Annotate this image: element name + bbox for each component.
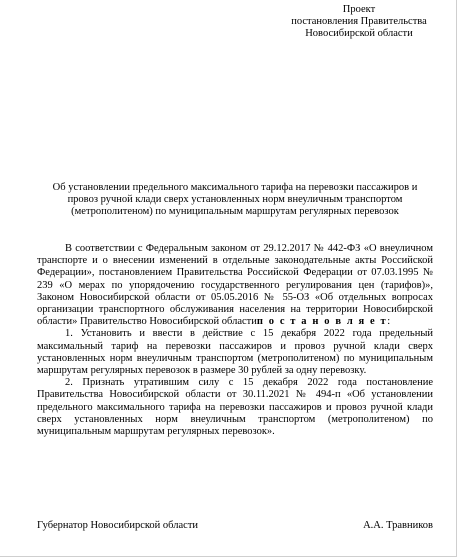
item-1-paragraph: 1. Установить и ввести в действие с 15 декабря 2022 года предельный максимальный тариф на перевозки пассажиров и провоз ручной клади сверх установленных норм внеуличным транспортом (метрополитеном) по муниципальным маршрутам регулярных перевозок в размере 30 рублей за одну перевозку. bbox=[37, 328, 433, 377]
signatory-name: А.А. Травников bbox=[363, 520, 433, 531]
header-line-draft: Проект bbox=[342, 4, 376, 15]
document-body bbox=[37, 243, 433, 438]
header-line-resolution: постановления Правительства bbox=[291, 16, 427, 28]
draft-header bbox=[284, 4, 434, 41]
title-line-3: (метрополитеном) по муниципальным маршрутам регулярных перевозок bbox=[71, 206, 399, 218]
resolve-colon: : bbox=[387, 316, 391, 328]
resolve-word: п о с т а н о в л я е т bbox=[256, 316, 388, 328]
header-line-region: Новосибирской области bbox=[305, 28, 413, 40]
document-title bbox=[40, 182, 430, 219]
item-2-paragraph: 2. Признать утратившим силу с 15 декабря 2022 года постановление Правительства Новосибирской области от 30.11.2021 № 494-п «Об установлении предельного максимального тарифа на перевозки пассажиров и провоз ручной клади сверх установленных норм внеуличным транспортом (метрополитеном) по муниципальным маршрутам регулярных перевозок». bbox=[37, 377, 433, 438]
preamble-paragraph bbox=[37, 243, 433, 328]
signatory-position: Губернатор Новосибирской области bbox=[37, 520, 199, 531]
title-line-1: Об установлении предельного максимального тарифа на перевозки пассажиров и bbox=[52, 182, 418, 193]
preamble-text: В соответствии с Федеральным законом от 29.12.2017 № 442-ФЗ «О внеуличном транспорте и о внесении изменений в отдельные законодательные акты Российской Федерации», постановлением Правительства Российской Федерации от 07.03.1995 № 239 «О мерах по упорядочению государственного регулирования цен (тарифов)», Законом Новосибирской области от 05.05.2016 № 55-ОЗ «Об отдельных вопросах организации транспортного обслуживания населения на территории Новосибирской области» Правительство Новосибирской области bbox=[37, 243, 433, 328]
title-line-2: провоз ручной клади сверх установленных норм внеуличным транспортом bbox=[67, 194, 403, 206]
signature-block bbox=[37, 520, 433, 532]
